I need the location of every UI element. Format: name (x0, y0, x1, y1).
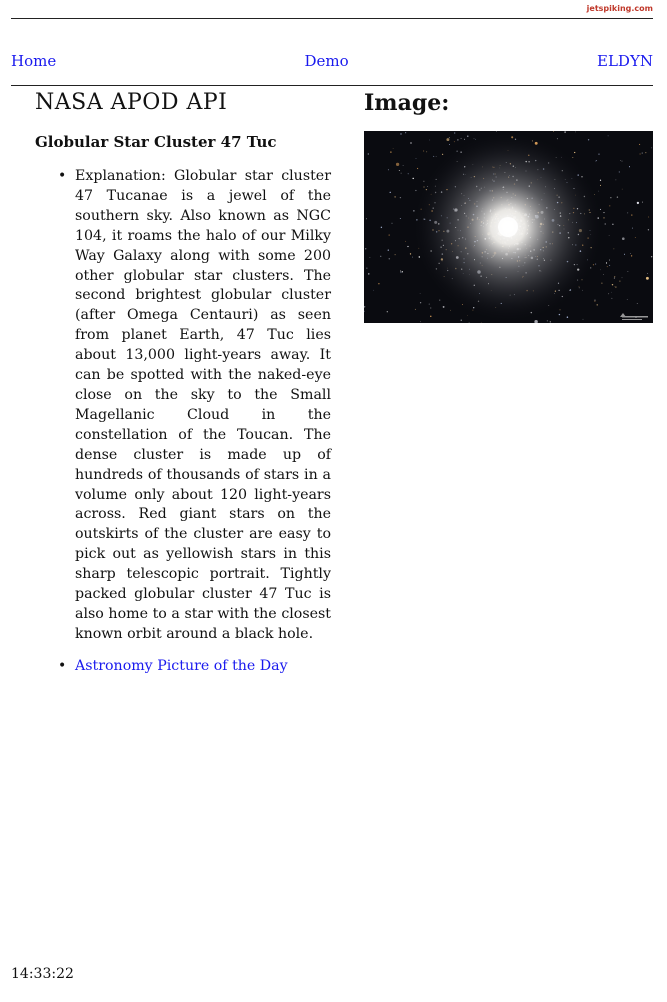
star (622, 161, 623, 162)
star (365, 248, 366, 249)
star (651, 147, 652, 148)
star (420, 302, 421, 303)
star (405, 132, 406, 133)
top-divider (11, 18, 653, 19)
star (600, 269, 601, 270)
star (609, 260, 610, 261)
star (647, 273, 648, 274)
star (550, 321, 551, 322)
star (596, 160, 597, 161)
star (598, 191, 599, 192)
explanation-text: Explanation: Globular star cluster 47 Tucanae is a jewel of the southern sky. Also known as NGC 104, it roams the halo of our Milky Way Galaxy along with some 200 other globular star clusters. The second brightest globular cluster (after Omega Centauri) as seen from planet Earth, 47 Tuc lies about 13,000 light-years away. It can be spotted with the naked-eye close on the sky to the Small Magellanic Cloud in the constellation of the Toucan. The dense cluster is made up of hundreds of thousands of stars in a volume only about 120 light-years across. Red giant stars on the outskirts of the cluster are easy to pick out as yellowish stars in this sharp telescopic portrait. Tightly packed globular cluster 47 Tuc is also home to a star with the closest known orbit around a black hole. (75, 168, 331, 642)
star (439, 300, 440, 301)
star (588, 139, 589, 140)
star (622, 237, 625, 240)
star (464, 139, 465, 140)
star (381, 227, 382, 228)
star (410, 142, 411, 143)
nav-divider (11, 85, 653, 86)
star (412, 257, 413, 258)
star (429, 140, 430, 141)
nav-demo-link[interactable]: Demo (304, 52, 349, 70)
star (596, 161, 597, 162)
star (449, 144, 450, 145)
star (629, 166, 630, 167)
star (619, 281, 620, 282)
star (402, 271, 403, 272)
star (582, 290, 583, 291)
site-tag: jetspiking.com (586, 4, 653, 13)
star (396, 163, 399, 166)
star (388, 234, 389, 235)
star (399, 170, 400, 171)
star (387, 311, 388, 312)
star (601, 283, 602, 284)
nav-eldyn-link[interactable]: ELDYN (597, 52, 653, 70)
star (467, 136, 468, 137)
page-title: NASA APOD API (35, 90, 228, 115)
star (388, 249, 389, 250)
list-item-explanation (58, 167, 331, 645)
star (416, 158, 417, 159)
star (646, 277, 649, 280)
star (608, 293, 609, 294)
star (429, 304, 430, 305)
star (560, 310, 561, 311)
star (651, 256, 652, 257)
star (400, 197, 401, 198)
star (567, 316, 568, 317)
star (604, 212, 605, 213)
star (407, 246, 408, 247)
star (553, 131, 554, 132)
star (366, 218, 367, 219)
star (390, 151, 391, 152)
star (611, 292, 612, 293)
star (430, 308, 431, 309)
star (420, 321, 421, 322)
star (442, 154, 443, 155)
star (403, 165, 404, 166)
star (380, 256, 381, 257)
star (559, 314, 560, 315)
star (622, 277, 623, 278)
star (594, 301, 595, 302)
star (446, 138, 449, 141)
star (610, 197, 611, 198)
star (620, 160, 621, 161)
star (631, 214, 632, 215)
content-column (35, 90, 331, 677)
star (393, 148, 394, 149)
nav-home-link[interactable]: Home (11, 52, 57, 70)
star (574, 152, 575, 153)
star (607, 266, 608, 267)
star (449, 137, 450, 138)
star (370, 257, 371, 258)
star (564, 131, 565, 132)
star (415, 309, 416, 310)
star (640, 153, 641, 154)
star (454, 132, 455, 133)
list-item-link (58, 657, 331, 677)
star (410, 253, 411, 254)
star (426, 151, 427, 152)
star (430, 316, 431, 317)
star (639, 144, 640, 145)
star (388, 169, 389, 170)
top-nav (11, 52, 653, 70)
star (615, 287, 616, 288)
star (547, 320, 548, 321)
star (461, 138, 462, 139)
star (420, 293, 421, 294)
globular-cluster-image (364, 131, 653, 323)
star (443, 306, 445, 308)
star (600, 180, 601, 181)
star (627, 299, 628, 300)
star (600, 185, 601, 186)
star (624, 254, 625, 255)
apod-link[interactable]: Astronomy Picture of the Day (75, 657, 288, 674)
star (628, 271, 629, 272)
apod-title: Globular Star Cluster 47 Tuc (35, 133, 277, 151)
star (433, 156, 434, 157)
star (417, 168, 418, 169)
star (609, 205, 610, 206)
star (606, 262, 607, 263)
star (614, 249, 615, 250)
star (630, 253, 631, 254)
star (454, 141, 455, 142)
star (405, 241, 406, 242)
star (457, 139, 458, 140)
star (642, 153, 643, 154)
star (390, 192, 391, 193)
star (648, 217, 649, 218)
star (373, 290, 374, 291)
star (645, 152, 646, 153)
star (612, 298, 613, 299)
star (614, 286, 615, 287)
apod-details-list (35, 167, 331, 677)
star (598, 153, 599, 154)
star (368, 273, 369, 274)
star (632, 228, 633, 229)
star (616, 180, 617, 181)
star (450, 310, 451, 311)
star (603, 274, 604, 275)
star (637, 303, 638, 304)
star (635, 237, 636, 238)
star (395, 254, 396, 255)
star (648, 229, 649, 230)
star (617, 196, 618, 197)
star (415, 190, 416, 191)
star (583, 319, 584, 320)
star (614, 276, 615, 277)
image-column (364, 90, 653, 323)
star (436, 156, 437, 157)
star (627, 212, 628, 213)
star (612, 224, 613, 225)
star (392, 223, 393, 224)
star (389, 258, 390, 259)
star (368, 153, 369, 154)
star (605, 223, 606, 224)
footer-timestamp: 14:33:22 (11, 966, 74, 982)
star (408, 173, 409, 174)
star (619, 171, 620, 172)
star (597, 304, 598, 305)
star (631, 255, 632, 256)
star (609, 235, 610, 236)
star (614, 278, 615, 279)
image-heading: Image: (364, 90, 450, 116)
star (423, 150, 424, 151)
star (400, 272, 401, 273)
star (637, 202, 639, 204)
star (366, 268, 367, 269)
bullet-icon: • (58, 657, 67, 674)
star (467, 315, 468, 316)
star (400, 133, 401, 134)
star (469, 322, 470, 323)
star (608, 136, 609, 137)
star (557, 138, 558, 139)
star (609, 265, 610, 266)
star (612, 284, 613, 285)
star (622, 189, 623, 190)
bullet-icon: • (58, 168, 67, 184)
star (642, 202, 643, 203)
star (394, 196, 395, 197)
star (401, 173, 402, 174)
star (400, 270, 401, 271)
star (575, 132, 576, 133)
star (378, 283, 379, 284)
star (400, 218, 401, 219)
star (461, 320, 462, 321)
star (412, 178, 413, 179)
